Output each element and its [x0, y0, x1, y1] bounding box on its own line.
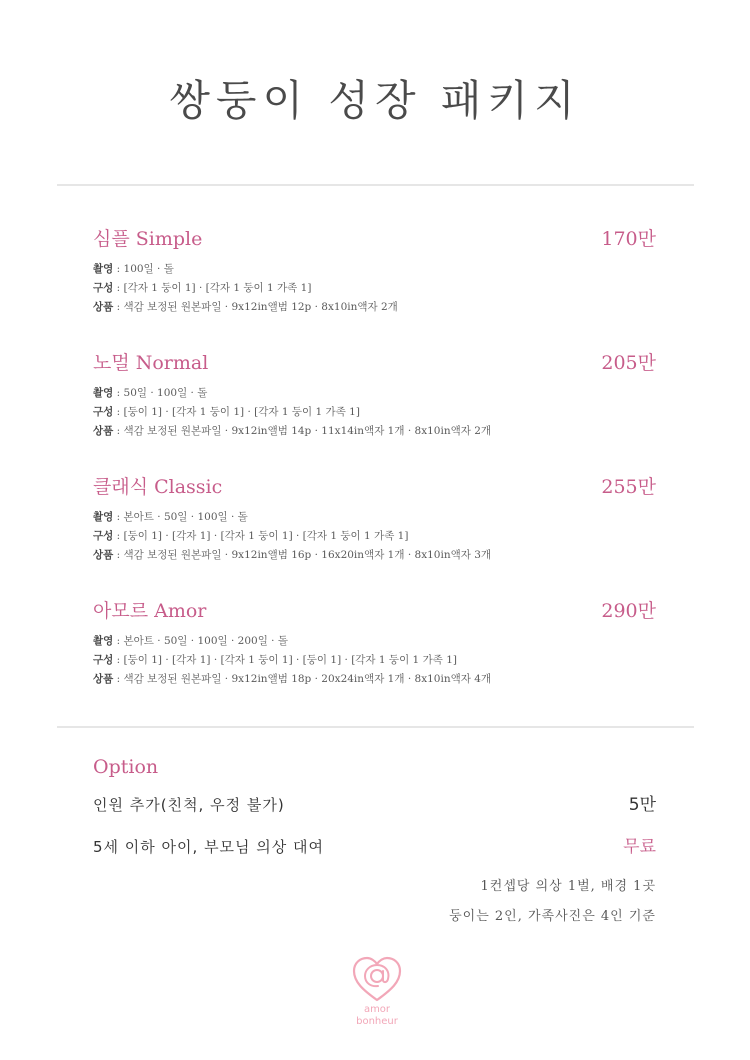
- detail-label: 구성: [93, 282, 114, 294]
- package-name: 클래식 Classic: [93, 476, 223, 498]
- package-detail-line: [93, 422, 656, 441]
- package-detail-line: [93, 298, 656, 317]
- detail-text: : [둥이 1] · [각자 1] · [각자 1 둥이 1] · [각자 1 둥이 1 가족 1]: [113, 530, 409, 542]
- package-amor: [93, 596, 656, 720]
- note-line: 1컨셉당 의상 1벌, 배경 1곳: [480, 879, 656, 894]
- package-detail-line: [93, 403, 656, 422]
- detail-text: : 본아트 · 50일 · 100일 · 돌: [113, 511, 248, 523]
- package-price: 290만: [601, 600, 656, 622]
- package-detail-line: [93, 670, 656, 689]
- detail-text: : [각자 1 둥이 1] · [각자 1 둥이 1 가족 1]: [113, 282, 312, 294]
- package-detail-line: [93, 632, 656, 651]
- package-name: 노멀 Normal: [93, 352, 209, 374]
- detail-label: 상품: [93, 425, 114, 437]
- note-line: 둥이는 2인, 가족사진은 4인 기준: [449, 909, 656, 924]
- package-detail-line: [93, 279, 656, 298]
- detail-label: 상품: [93, 673, 114, 685]
- option-title: Option: [93, 756, 159, 778]
- detail-text: : 색감 보정된 원본파일 · 9x12in앨범 14p · 11x14in액자 1개 · 8x10in액자 2개: [113, 425, 492, 437]
- detail-text: : 색감 보정된 원본파일 · 9x12in앨범 12p · 8x10in액자 2개: [113, 301, 398, 313]
- package-detail-line: [93, 260, 656, 279]
- package-price: 170만: [601, 228, 656, 250]
- option-price: 무료: [623, 837, 656, 857]
- logo-text-line2: bonheur: [356, 1016, 398, 1027]
- detail-label: 상품: [93, 301, 114, 313]
- package-name: 심플 Simple: [93, 228, 203, 250]
- package-price: 255만: [601, 476, 656, 498]
- detail-label: 구성: [93, 654, 114, 666]
- divider-top: [57, 184, 694, 186]
- page-title: 쌍둥이 성장 패키지: [169, 76, 581, 125]
- package-list: [93, 224, 656, 720]
- detail-label: 구성: [93, 530, 114, 542]
- detail-text: : [둥이 1] · [각자 1] · [각자 1 둥이 1] · [둥이 1] · [각자 1 둥이 1 가족 1]: [113, 654, 457, 666]
- logo-text-line1: amor: [363, 1004, 391, 1015]
- option-label: 5세 이하 아이, 부모님 의상 대여: [93, 838, 325, 856]
- detail-text: : 50일 · 100일 · 돌: [113, 387, 208, 399]
- option-price: 5만: [628, 795, 656, 815]
- detail-label: 촬영: [93, 263, 114, 275]
- package-detail-line: [93, 546, 656, 565]
- option-row: [93, 832, 656, 874]
- detail-label: 상품: [93, 549, 114, 561]
- detail-label: 구성: [93, 406, 114, 418]
- package-price: 205만: [601, 352, 656, 374]
- package-detail-line: [93, 508, 656, 527]
- option-notes: [449, 872, 656, 932]
- heart-at-icon: [349, 954, 405, 1004]
- detail-text: : 100일 · 돌: [113, 263, 174, 275]
- divider-bottom: [57, 726, 694, 728]
- package-simple: [93, 224, 656, 348]
- package-classic: [93, 472, 656, 596]
- detail-label: 촬영: [93, 635, 114, 647]
- package-detail-line: [93, 384, 656, 403]
- detail-text: : 본아트 · 50일 · 100일 · 200일 · 돌: [113, 635, 289, 647]
- package-detail-line: [93, 527, 656, 546]
- option-section: [93, 756, 656, 874]
- package-normal: [93, 348, 656, 472]
- detail-text: : [둥이 1] · [각자 1 둥이 1] · [각자 1 둥이 1 가족 1]: [113, 406, 360, 418]
- detail-text: : 색감 보정된 원본파일 · 9x12in앨범 16p · 16x20in액자 1개 · 8x10in액자 3개: [113, 549, 492, 561]
- package-name: 아모르 Amor: [93, 600, 207, 622]
- option-label: 인원 추가(친척, 우정 불가): [93, 796, 285, 814]
- package-detail-line: [93, 651, 656, 670]
- detail-text: : 색감 보정된 원본파일 · 9x12in앨범 18p · 20x24in액자 1개 · 8x10in액자 4개: [113, 673, 492, 685]
- detail-label: 촬영: [93, 511, 114, 523]
- option-row: [93, 790, 656, 832]
- detail-label: 촬영: [93, 387, 114, 399]
- brand-logo: [349, 954, 405, 1030]
